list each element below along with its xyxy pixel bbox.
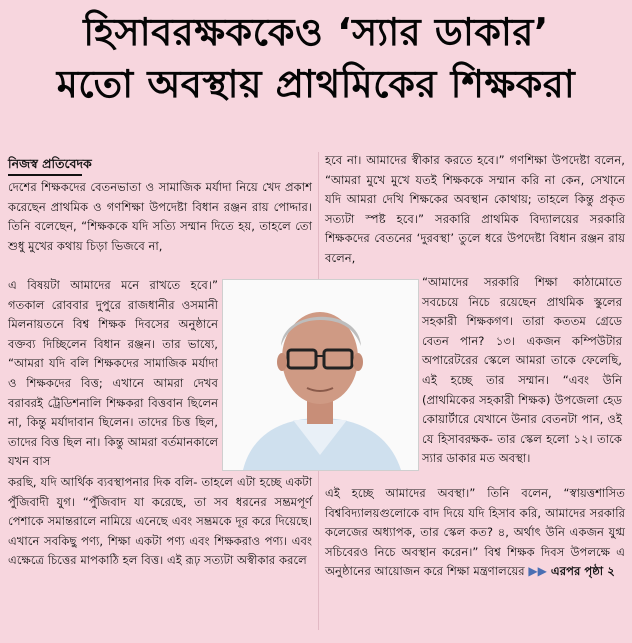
article-right-mid <box>422 273 622 469</box>
article-paragraph: এ বিষয়টা আমাদের মনে রাখতে হবে।” গতকাল রোববার দুপুরে রাজধানীর ওসমানী মিলনায়তনে বিশ্ব শিক্ষক দিবসের অনুষ্ঠানে বক্তব্য দিচ্ছিলেন বিধান রঞ্জন। তার ভাষ্যে, “আমরা যদি বলি শিক্ষকদের সামাজিক মর্যাদা ও শিক্ষকদের বিত্ত; এখানে আমরা দেখব বরাবরই ট্রেডিশনালি শিক্ষকরা বিত্তবান ছিলেন না, কিন্তু মর্যাদাবান ছিলেন। তাদের চিত্ত ছিল, তাদের বিত্ত ছিল না। কিন্তু আমরা বর্তমানকালে যখন বাস <box>8 278 218 469</box>
portrait-photo <box>222 279 419 471</box>
article-paragraph: “আমাদের সরকারি শিক্ষা কাঠামোতে সবচেয়ে নিচে রয়েছেন প্রাথমিক স্কুলের সহকারী শিক্ষকগণ। তারা কততম গ্রেডে বেতন পান? ১৩। একজন কম্পিউটার অপারেটরের স্কেলে আমরা তাকে ফেলেছি, এই হচ্ছে তার সম্মান। “এবং উনি (প্রাথমিকের সহকারী শিক্ষক) উপজেলা হেড কোয়ার্টারে যেখানে উনার বেতনটা পান, ওই যে হিসাবরক্ষক- তার স্কেল হলো ১২। তাকে স্যার ডাকার মত অবস্থা। <box>422 275 622 466</box>
article-right-bottom <box>325 484 625 582</box>
jump-label: এরপর পৃষ্ঠা ২ <box>550 564 615 579</box>
headline-line-1: হিসাবরক্ষককেও ‘স্যার ডাকার’ <box>83 10 549 54</box>
headline-line-2: মতো অবস্থায় প্রাথমিকের শিক্ষকরা <box>56 62 576 106</box>
article-paragraph: দেশের শিক্ষকদের বেতনভাতা ও সামাজিক মর্যাদা নিয়ে খেদ প্রকাশ করেছেন প্রাথমিক ও গণশিক্ষা উপদেষ্টা বিধান রঞ্জন রায় পোদ্দার। তিনি বলেছেন, “শিক্ষককে যদি সত্যি সম্মান দিতে হয়, তাহলে তো শুধু মুখের কথায় চিড়া ভিজবে না, <box>8 180 312 253</box>
article-paragraph: করছি, যদি আর্থিক ব্যবস্থাপনার দিক বলি- তাহলে এটা হচ্ছে একটা পুঁজিবাদী যুগ। “পুঁজিবাদ যা করেছে, তা সব ধরনের সম্ভ্রমপূর্ণ পেশাকে সমান্তরালে নামিয়ে এনেছে এবং সম্ভ্রমকে দূর করে দিয়েছে। এখানে সবকিছু পণ্য, শিক্ষা একটা পণ্য এবং শিক্ষকরাও পণ্য। এবং এক্ষেত্রে চিত্তের মাপকাঠি হল বিত্ত। এই রূঢ় সত্যটা অস্বীকার করলে <box>8 475 312 568</box>
article-left-top <box>8 178 312 256</box>
article-left-bottom <box>8 473 312 571</box>
portrait-image <box>223 280 418 470</box>
article-paragraph: হবে না। আমাদের স্বীকার করতে হবে।” গণশিক্ষা উপদেষ্টা বলেন, “আমরা মুখে মুখে যতই শিক্ষককে সম্মান করি না কেন, সেখানে যদি আমরা দেখি শিক্ষকের অবস্থান কোথায়; তাহলে কিন্তু প্রকৃত সত্যটা স্পষ্ট হবে।” সরকারি প্রাথমিক বিদ্যালয়ের সরকারি শিক্ষকদের বেতনের ‘দুরবস্থা’ তুলে ধরে উপদেষ্টা বিধান রঞ্জন রায় বলেন, <box>325 153 625 265</box>
double-arrow-icon: ▶▶ <box>528 564 547 579</box>
article-left-mid <box>8 276 218 472</box>
article-text: এই হচ্ছে আমাদের অবস্থা।” তিনি বলেন, “স্বায়ত্তশাসিত বিশ্ববিদ্যালয়গুলোকে বাদ দিয়ে যদি হিসাব করি, আমাদের সরকারি কলেজের অধ্যাপক, তার স্কেল কত? ৪, অর্থাৎ উনি একজন যুগ্ম সচিবেরও নিচে অবস্থান করেন।” বিশ্ব শিক্ষক দিবস উপলক্ষে এ অনুষ্ঠানের আয়োজন করে শিক্ষা মন্ত্রণালয়ের <box>325 486 625 579</box>
headline <box>6 6 626 110</box>
article-right-top <box>325 151 625 269</box>
article-paragraph <box>325 484 625 582</box>
continued-jump <box>528 564 614 578</box>
byline-underline <box>8 174 82 176</box>
byline: নিজস্ব প্রতিবেদক <box>8 156 92 171</box>
